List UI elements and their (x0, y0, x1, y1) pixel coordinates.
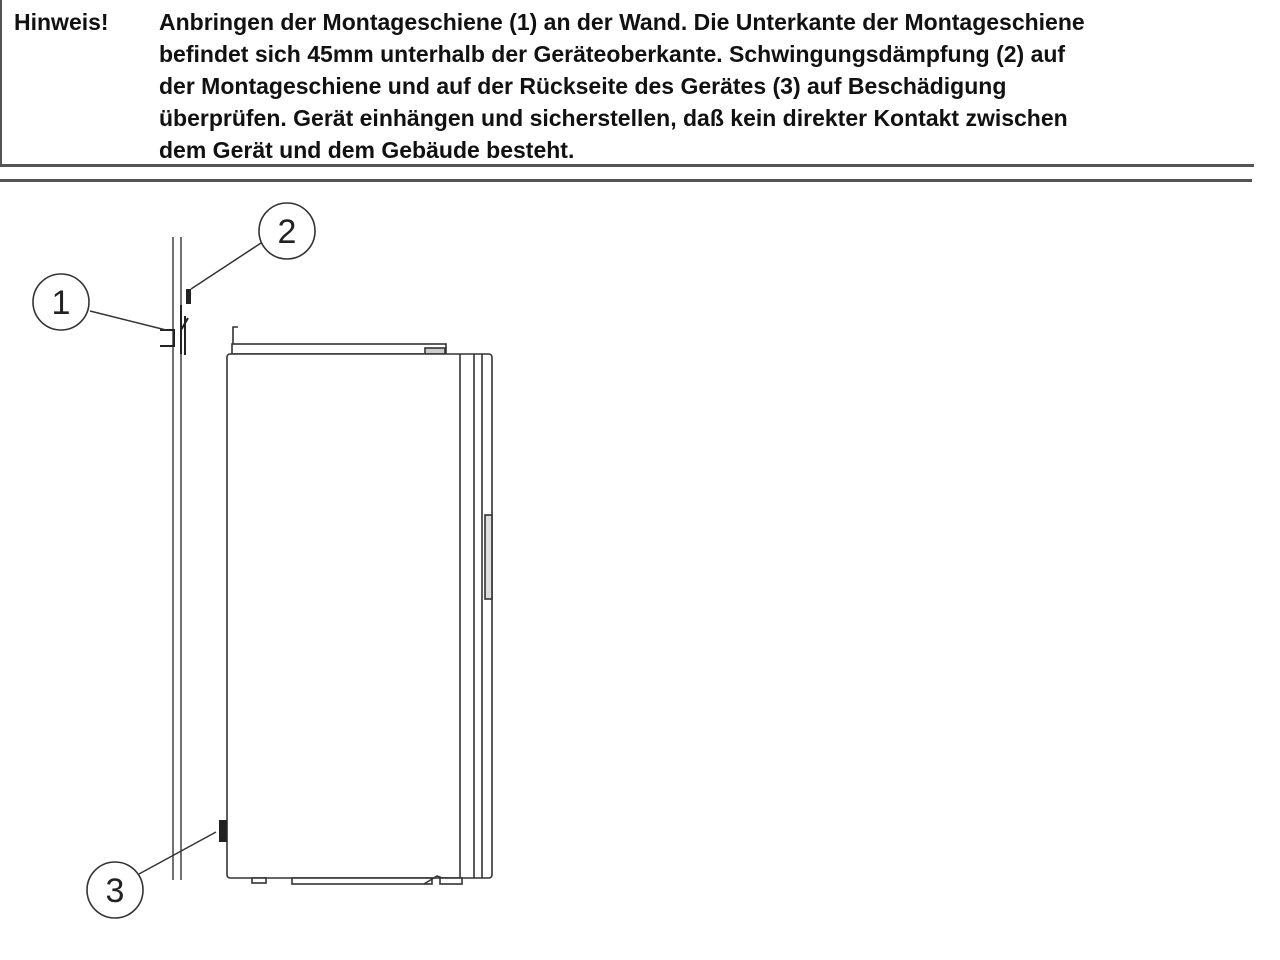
note-line-5: dem Gerät und dem Gebäude besteht. (159, 137, 575, 163)
callout-1 (33, 274, 89, 330)
callout-2 (259, 203, 315, 259)
note-line-3: der Montageschiene und auf der Rückseite des Gerätes (3) auf Beschädigung (159, 73, 1007, 99)
svg-text:3: 3 (105, 872, 125, 910)
note-line-1: Anbringen der Montageschiene (1) an der Wand. Die Unterkante der Montageschiene (159, 9, 1085, 35)
note-label: Hinweis! (14, 9, 109, 35)
device-back-damper (219, 820, 227, 842)
vibration-damper (186, 289, 191, 304)
svg-text:2: 2 (277, 213, 297, 251)
device-body (227, 327, 492, 884)
svg-text:1: 1 (51, 284, 71, 322)
note-line-2: befindet sich 45mm unterhalb der Geräteoberkante. Schwingungsdämpfung (2) auf (159, 41, 1066, 67)
callout-3 (87, 862, 143, 918)
note-line-4: überprüfen. Gerät einhängen und sicherstellen, daß kein direkter Kontakt zwischen (159, 105, 1068, 131)
